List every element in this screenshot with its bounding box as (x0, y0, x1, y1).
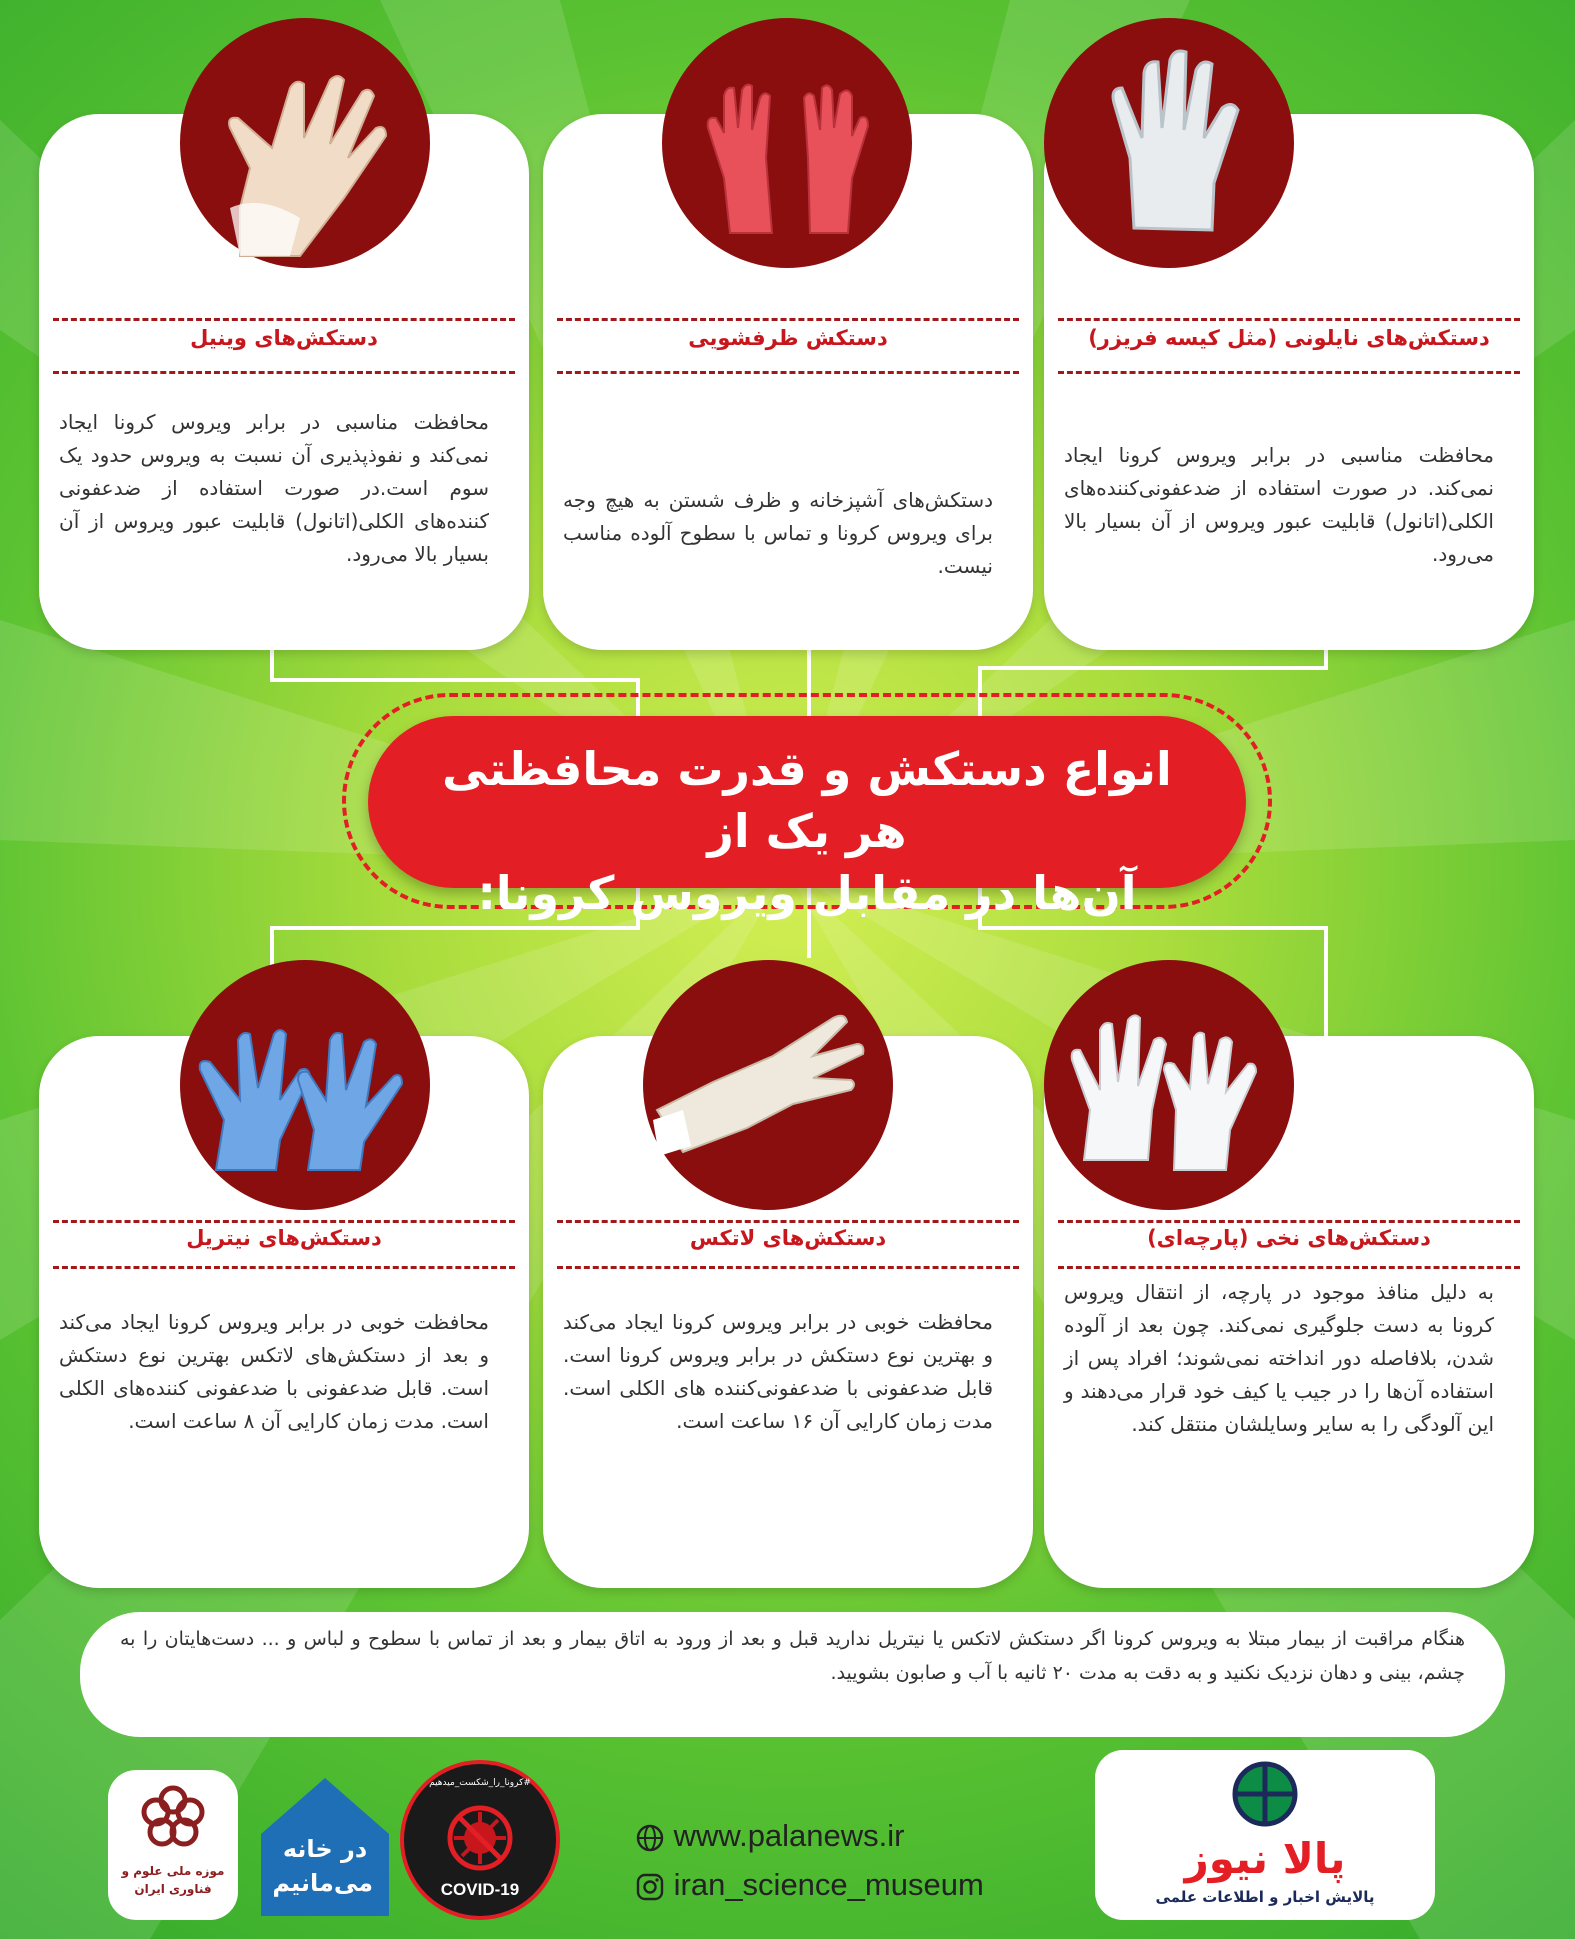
covid-ring-text: #کرونا_را_شکست_میدهیم (429, 1778, 531, 1788)
connector-line (270, 678, 640, 682)
divider (1058, 1220, 1520, 1223)
connector-line (978, 926, 1328, 930)
divider (557, 1220, 1019, 1223)
divider (53, 371, 515, 374)
globe-icon (1231, 1760, 1299, 1828)
card-description: به دلیل منافذ موجود در پارچه، از انتقال ویروس کرونا به دست جلوگیری نمی‌کند. چون بعد از آلوده شدن، بلافاصله دور انداخته نمی‌شوند؛ افراد پس از استفاده آن‌ها را در جیب یا کیف خود قرار می‌دهند و این آلودگی را به سایر وسایلشان منتقل کند. (1064, 1280, 1494, 1436)
instagram-handle[interactable]: iran_science_museum (673, 1867, 984, 1902)
dishwashing-glove-image (662, 18, 912, 268)
instagram-icon (635, 1872, 665, 1902)
title-banner (368, 716, 1246, 920)
card-description: محافظت مناسبی در برابر ویروس کرونا ایجاد نمی‌کند و نفوذپذیری آن نسبت به ویروس حدود یک سوم است.در صورت استفاده از ضدعفونی کننده‌های الکلی(اتانول) قابلیت عبور ویروس از آن بسیار بالا می‌رود. (59, 410, 489, 566)
divider (53, 318, 515, 321)
card-description: محافظت خوبی در برابر ویروس کرونا ایجاد می‌کند و بعد از دستکش‌های لاتکس بهترین نوع دستکش است. قابل ضدعفونی با ضدعفونی کننده‌های الکلی است. مدت زمان کارایی آن ۸ ساعت است. (59, 1310, 489, 1433)
divider (1058, 318, 1520, 321)
vinyl-glove-image (180, 18, 430, 268)
card-title: دستکش‌های نیتریل (186, 1226, 382, 1250)
divider (557, 318, 1019, 321)
card-title: دستکش ظرفشویی (688, 326, 888, 350)
card-title: دستکش‌های نایلونی (مثل کیسه فریزر) (1088, 326, 1490, 350)
connector-line (270, 926, 640, 930)
stay-home-text: در خانه می‌مانیم (272, 1835, 373, 1897)
care-note-box (80, 1612, 1505, 1737)
divider (557, 1266, 1019, 1269)
page-title (408, 738, 1206, 924)
stay-home-badge (255, 1770, 395, 1920)
divider (53, 1266, 515, 1269)
website-row (635, 1818, 905, 1854)
pala-news-logo (1095, 1750, 1435, 1920)
no-virus-icon (444, 1802, 516, 1874)
latex-glove-image (643, 960, 893, 1210)
card-title: دستکش‌های وینیل (190, 326, 378, 350)
cotton-glove-image (1044, 960, 1294, 1210)
divider (1058, 371, 1520, 374)
care-note-text: هنگام مراقبت از بیمار مبتلا به ویروس کرونا اگر دستکش لاتکس یا نیتریل ندارید قبل و بعد از ورود به اتاق بیمار و بعد از تماس با سطوح و لباس و ... دست‌هایتان را به چشم، بینی و دهان نزدیک نکنید و به دقت به مدت ۲۰ ثانیه با آب و صابون بشویید. (120, 1628, 1465, 1684)
connector-line (1324, 926, 1328, 1036)
covid-badge (400, 1760, 560, 1920)
pala-logo-text: پالا نیوز (1184, 1834, 1346, 1883)
card-description: محافظت خوبی در برابر ویروس کرونا ایجاد می‌کند و بهترین نوع دستکش در برابر ویروس کرونا است. قابل ضدعفونی با ضدعفونی‌کننده های الکلی است. مدت زمان کارایی آن ۱۶ ساعت است. (563, 1310, 993, 1433)
card-title: دستکش‌های نخی (پارچه‌ای) (1147, 1226, 1431, 1250)
nitrile-glove-image (180, 960, 430, 1210)
page-title-line1: انواع دستکش و قدرت محافظتی هر یک از (442, 742, 1172, 858)
card-description: دستکش‌های آشپزخانه و ظرف شستن به هیچ وجه برای ویروس کرونا و تماس با سطوح آلوده مناسب نیست. (563, 488, 993, 578)
connector-line (978, 666, 1328, 670)
globe-icon (635, 1823, 665, 1853)
website-link[interactable]: www.palanews.ir (673, 1818, 905, 1853)
museum-name: موزه ملی علوم و فناوری ایران (121, 1864, 225, 1896)
plastic-glove-image (1044, 18, 1294, 268)
covid-badge-label: COVID-19 (440, 1880, 520, 1899)
page-title-line2: آن‌ها در مقابل ویروس کرونا: (477, 866, 1137, 920)
instagram-row (635, 1867, 984, 1903)
divider (557, 371, 1019, 374)
pala-tagline: پالایش اخبار و اطلاعات علمی (1155, 1888, 1375, 1906)
science-museum-logo (108, 1770, 238, 1920)
divider (53, 1220, 515, 1223)
connector-line (1324, 648, 1328, 670)
museum-emblem-icon (136, 1780, 210, 1854)
divider (1058, 1266, 1520, 1269)
card-description: محافظت مناسبی در برابر ویروس کرونا ایجاد نمی‌کند. در صورت استفاده از ضدعفونی‌کننده‌های الکلی(اتانول) قابلیت عبور ویروس از آن بسیار بالا می‌رود. (1064, 443, 1494, 566)
card-title: دستکش‌های لاتکس (689, 1226, 887, 1250)
